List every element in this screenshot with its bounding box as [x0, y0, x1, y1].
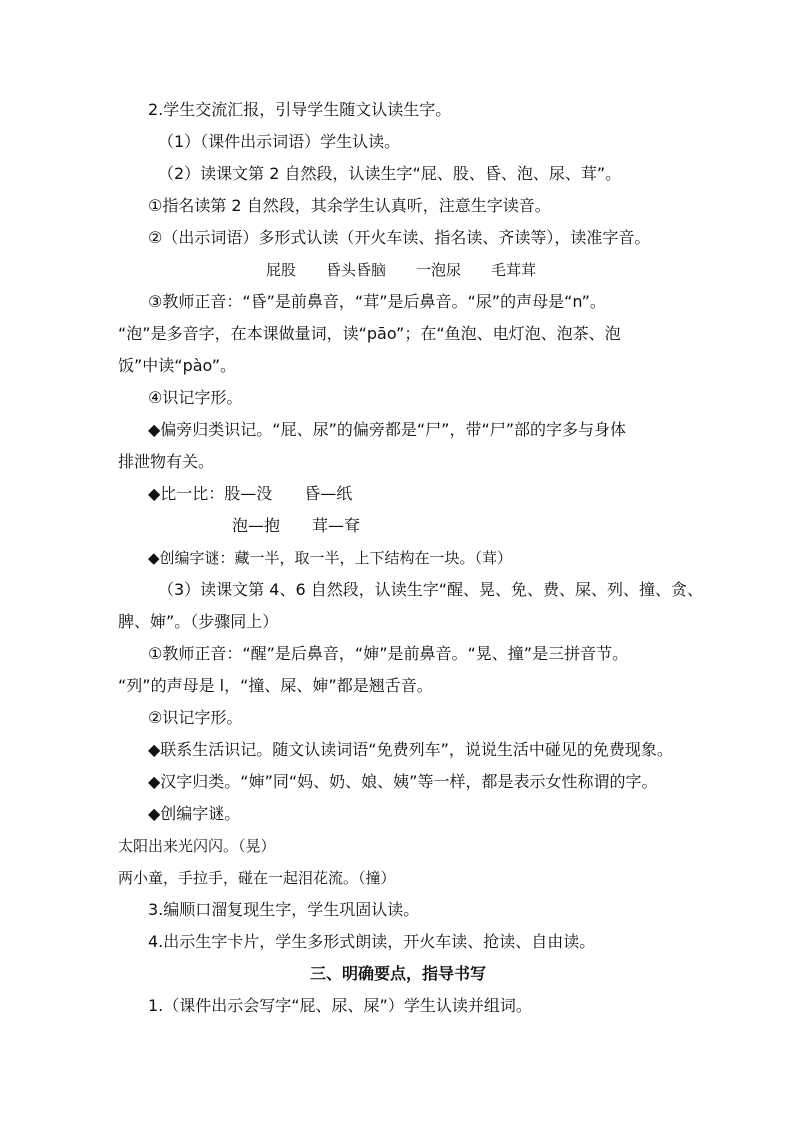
text-line: “泡”是多音字，在本课做量词，读“pāo”；在“鱼泡、电灯泡、泡茶、泡: [118, 324, 621, 343]
text-line: ①教师正音：“醒”是后鼻音，“婶”是前鼻音。“晃、撞”是三拼音节。: [148, 644, 629, 663]
text-line: ◆偏旁归类识记。“屁、尿”的偏旁都是“尸”，带“尸”部的字多与身体: [148, 420, 627, 439]
text-line: 排泄物有关。: [118, 452, 215, 471]
text-line: 饭”中读“pào”。: [118, 356, 237, 375]
text-line: “列”的声母是 l，“撞、屎、婶”都是翘舌音。: [118, 676, 433, 695]
text-line: ◆汉字归类。“婶”同“妈、奶、娘、姨”等一样，都是表示女性称谓的字。: [148, 772, 658, 791]
text-line: ◆创编字谜。: [148, 804, 241, 823]
text-line: （3）读课文第 4、6 自然段，认读生字“醒、晃、免、费、屎、列、撞、贪、: [158, 580, 704, 599]
word-list: 屁股 昏头昏脑 一泡尿 毛茸茸: [266, 261, 537, 279]
text-line: （2）读课文第 2 自然段，认读生字“屁、股、昏、泡、尿、茸”。: [158, 164, 622, 183]
text-line: ③教师正音：“昏”是前鼻音，“茸”是后鼻音。“尿”的声母是“n”。: [148, 292, 606, 311]
text-line: （1）（课件出示词语）学生认读。: [158, 132, 401, 151]
text-line: 泡—抱 茸—耷: [232, 516, 361, 535]
section-heading: 三、明确要点，指导书写: [310, 964, 487, 983]
text-line: ◆联系生活识记。随文认读词语“免费列车”，说说生活中碰见的免费现象。: [148, 740, 673, 759]
text-line: 2.学生交流汇报，引导学生随文认读生字。: [148, 100, 452, 119]
riddle-line: 太阳出来光闪闪。（晃）: [118, 837, 276, 855]
text-line: ◆比一比：股—没 昏—纸: [148, 484, 353, 503]
text-line: 脾、婶”。（步骤同上）: [118, 612, 279, 631]
text-line: 1.（课件出示会写字“屁、尿、屎”）学生认读并组词。: [148, 996, 532, 1015]
text-line: ◆创编字谜：藏一半，取一半，上下结构在一块。（茸）: [148, 549, 513, 567]
text-line: ②（出示词语）多形式认读（开火车读、指名读、齐读等），读准字音。: [148, 228, 651, 247]
text-line: ①指名读第 2 自然段，其余学生认真听，注意生字读音。: [148, 196, 551, 215]
text-line: 4.出示生字卡片，学生多形式朗读，开火车读、抢读、自由读。: [148, 932, 596, 951]
riddle-line: 两小童，手拉手，碰在一起泪花流。（撞）: [118, 869, 396, 887]
text-line: ②识记字形。: [148, 708, 243, 727]
text-line: ④识记字形。: [148, 388, 243, 407]
text-line: 3.编顺口溜复现生字，学生巩固认读。: [148, 900, 420, 919]
